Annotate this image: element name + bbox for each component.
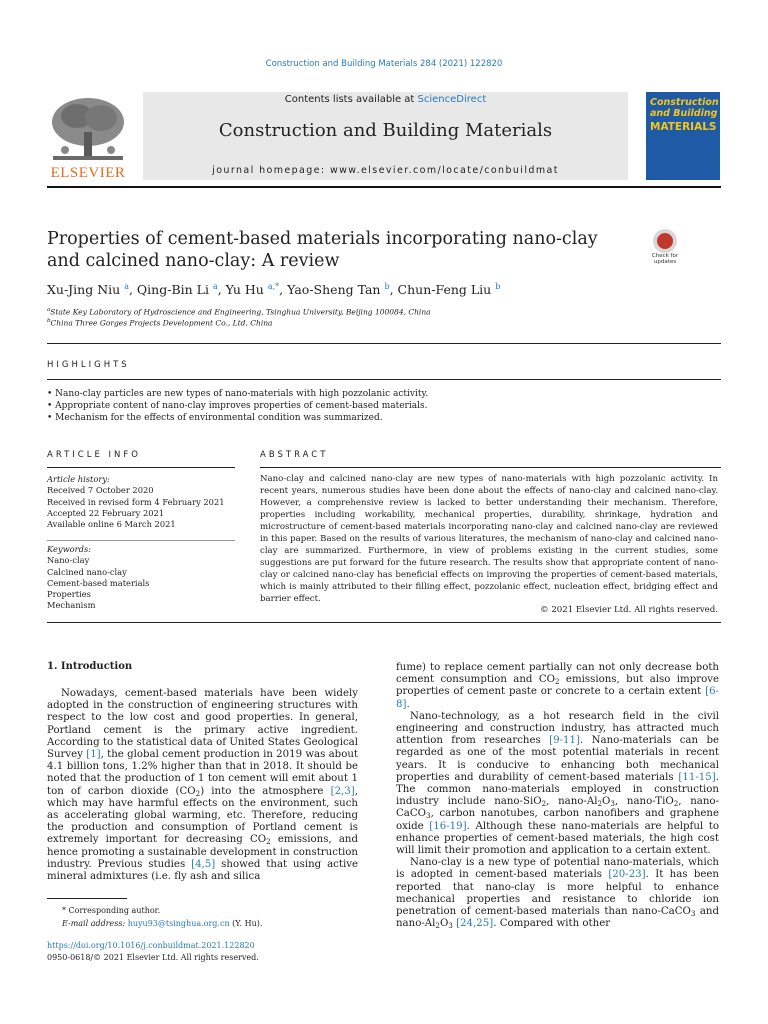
citation-link[interactable]: [9-11]: [549, 735, 580, 747]
journal-title: Construction and Building Materials: [218, 120, 553, 141]
article-title: Properties of cement-based materials incorporating nano-clay and calcined nano-clay: A review: [47, 229, 598, 271]
body-right-column: fume) to replace cement partially can not only decrease both cement consumption and $CO_2$ emissions, but also improve properties of cement paste or concrete to a certain extent [6-8]. Nano-technology, as a hot research field in the civil engineering and construction industry, has attracted much attention from researches [9-11]. Nano-materials can be regarded as one of the most potential materials in recent years. It is conducive to enhancing both mechanical properties and durability of cement-based materials [11-15]. The common nano-materials employed in construction industry include nano-SiO$_2$, nano-$Al_2O_3$, nano-TiO$_2$, nano-CaCO$_3$, carbon nanotubes, carbon nanofibers and graphene oxide [16-19]. Although these nano-materials are helpful to enhance properties of cement-based materials, the high cost will limit their promotion and application to a certain extent. Nano-clay is a new type of potential nano-materials, which is adopted in cement-based materials [20-23]. It has been reported that nano-clay is more helpful to enhance mechanical properties and resistance to chloride ion penetration of cement-based materials than nano-CaCO$_3$ and nano-$Al_2O_3$ [24,25]. Compared with other: [396, 662, 720, 931]
publisher-wordmark: ELSEVIER: [50, 165, 126, 181]
abstract-heading: ABSTRACT: [260, 450, 329, 460]
issn-line: 0950-0618/© 2021 Elsevier Ltd. All rights reserved.: [47, 953, 259, 962]
citation-link[interactable]: [20-23]: [608, 869, 646, 881]
abstract-copyright: © 2021 Elsevier Ltd. All rights reserved.: [540, 605, 718, 616]
divider: [260, 467, 721, 468]
divider: [47, 540, 235, 541]
section-heading: 1. Introduction: [47, 661, 133, 672]
check-for-updates-label: Check for updates: [651, 253, 679, 265]
highlight-item: • Mechanism for the effects of environmental condition was summarized.: [47, 413, 383, 423]
author[interactable]: Yao-Sheng Tan: [287, 282, 381, 298]
footnote-rule: [47, 898, 127, 899]
author[interactable]: Qing-Bin Li: [136, 282, 209, 298]
sciencedirect-link[interactable]: ScienceDirect: [417, 94, 487, 105]
journal-reference[interactable]: Construction and Building Materials 284 (2021) 122820: [265, 59, 503, 69]
citation-link[interactable]: [6-8]: [396, 686, 719, 710]
article-info-heading: ARTICLE INFO: [47, 450, 141, 460]
citation-link[interactable]: [11-15]: [678, 771, 716, 783]
abstract-text: Nano-clay and calcined nano-clay are new types of nano-materials with high pozzolanic activity. In recent years, numerous studies have been done about the effects of nano-clay and calcined nano-clay. However, a comprehensive review is lacked to better understanding their mechanism. Therefore, properties including workability, mechanical properties, durability, shrinkage, hydration and microstructure of cement-based materials incorporating nano-clay and calcined nano-clay are reviewed in this paper. Based on the results of various literatures, the mechanism of nano-clay and calcined nano-clay are summarized. Furthermore, in view of problems existing in the current studies, some suggestions are put forward for the future research. The results show that appropriate content of nano-clay or calcined nano-clay has beneficial effects on improving the properties of cement-based materials, which is mainly attributed to their filling effect, pozzolanic effect, nucleation effect, bridging effect and barrier effect. © 2021 Elsevier Ltd. All rights reserved.: [260, 474, 718, 616]
doi-link[interactable]: https://doi.org/10.1016/j.conbuildmat.2021.122820: [47, 941, 255, 950]
author[interactable]: Chun-Feng Liu: [397, 282, 492, 298]
keywords: Keywords: Nano-clay Calcined nano-clay Cement-based materials Properties Mechanism: [47, 544, 150, 611]
highlight-item: • Nano-clay particles are new types of nano-materials with high pozzolanic activity.: [47, 389, 429, 399]
affiliation: $^b$China Three Gorges Projects Development Co., Ltd, China: [47, 318, 273, 328]
citation-link[interactable]: [4,5]: [191, 858, 216, 870]
divider: [47, 379, 721, 380]
highlights-heading: HIGHLIGHTS: [47, 360, 130, 370]
divider: [47, 622, 721, 623]
check-for-updates-mark: [657, 233, 673, 249]
divider: [47, 467, 235, 468]
footnote-corresponding: * Corresponding author.: [62, 906, 161, 915]
divider: [47, 343, 721, 344]
contents-line: Contents lists available at ScienceDirect: [284, 94, 487, 105]
email-link[interactable]: huyu93@tsinghua.org.cn: [127, 919, 230, 928]
doi: [47, 941, 255, 950]
author-list: Xu-Jing Niu $^a$, Qing-Bin Li $^a$, Yu Hu $^{a,*}$, Yao-Sheng Tan $^b$, Chun-Feng Liu $^b$: [47, 282, 501, 298]
author[interactable]: Yu Hu: [225, 282, 264, 298]
article-history: Article history: Received 7 October 2020 Received in revised form 4 February 2021 Accepted 22 February 2021 Available online 6 March 2021: [47, 474, 225, 530]
footnote-email: E-mail address: huyu93@tsinghua.org.cn (Y. Hu).: [62, 919, 263, 928]
body-left-column: Nowadays, cement-based materials have been widely adopted in the construction of engineering structures with respect to the low cost and good properties. In general, Portland cement is the primary active ingredient. According to the statistical data of United States Geological Survey [1], the global cement production in 2019 was about 4.1 billion tons, 1.2% higher than that in 2018. It should be noted that the production of 1 ton cement will emit about 1 ton of carbon dioxide $(CO_2)$ into the atmosphere [2,3], which may have harmful effects on the environment, such as accelerating global warming, etc. Therefore, reducing the production and consumption of Portland cement is extremely important for decreasing $CO_2$ emissions, and hence promoting a sustainable development in construction industry. Previous studies [4,5] showed that using active mineral admixtures (i.e. fly ash and silica: [47, 688, 359, 883]
citation-link[interactable]: [24,25]: [456, 918, 494, 930]
citation-link[interactable]: [1]: [86, 749, 101, 761]
citation-link[interactable]: [2,3]: [330, 785, 355, 797]
journal-homepage[interactable]: journal homepage: www.elsevier.com/locate/conbuildmat: [212, 165, 559, 176]
affiliation: $^a$State Key Laboratory of Hydroscience and Engineering, Tsinghua University, Beijing 100084, China: [47, 307, 431, 317]
author[interactable]: Xu-Jing Niu: [47, 282, 121, 298]
highlight-item: • Appropriate content of nano-clay improves properties of cement-based materials.: [47, 401, 428, 411]
citation-link[interactable]: [16-19]: [429, 820, 467, 832]
cover-title: Construction and Building: [650, 97, 719, 119]
cover-subtitle: MATERIALS: [650, 121, 717, 133]
header-rule: [47, 186, 721, 188]
